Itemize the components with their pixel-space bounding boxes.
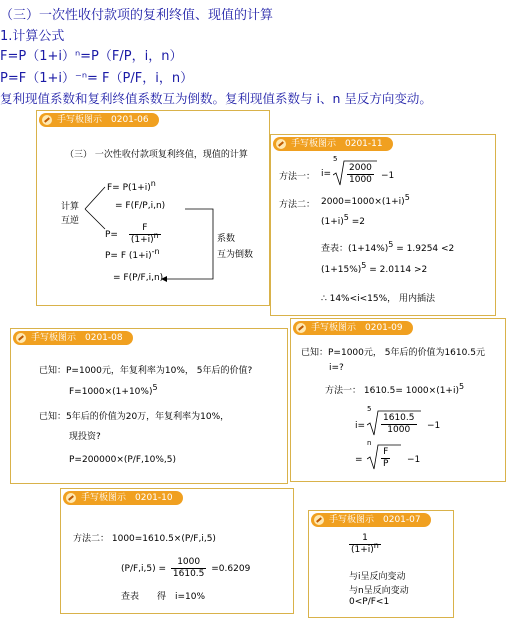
method1-tail: −1 [381, 171, 395, 181]
reciprocal-note: 复利现值系数和复利终值系数互为倒数。复利现值系数与 i、n 呈反方向变动。 [0, 91, 432, 106]
lookup-result: 查表 得 i=10% [121, 592, 206, 602]
pen-icon [296, 323, 306, 333]
card-tab: 手写板图示 0201-09 [293, 321, 413, 335]
card-tab: 手写板图示 0201-08 [13, 331, 133, 345]
method1: 方法一： 1610.5= 1000×(1+i)5 [325, 382, 465, 396]
card-0201-07 [308, 510, 454, 618]
pen-icon [276, 139, 286, 149]
method1-label: 方法一： [279, 172, 316, 182]
question-i: i=? [329, 363, 344, 373]
line-i: 与i呈反向变动 [349, 572, 406, 582]
method2-label: 方法二： [279, 200, 316, 210]
question2: 已知：5年后的价值为20万，年复利率为10%， [39, 412, 230, 422]
line-range: 0<P/F<1 [349, 597, 390, 607]
card-0201-06 [36, 110, 270, 306]
tail-2: −1 [407, 455, 421, 465]
method1-i: i= [321, 169, 332, 179]
section-title: （三）一次性收付款项的复利终值、现值的计算 [0, 8, 274, 23]
equation: (P/F,i,5) = $\frac{1000}{1610.5}$ =0.6209 [121, 557, 251, 579]
subsection-title: 1.计算公式 [0, 29, 65, 44]
formula-p3: = F(P/F,i,n) [113, 273, 164, 283]
fraction: $\frac{1}{(1+i)n}$ [351, 533, 379, 555]
conclusion: ∴ 14%<i<15%， 用内插法 [321, 294, 436, 304]
method2-eq: 2000=1000×(1+i)5 [321, 193, 410, 207]
answer1: F=1000×(1+10%)5 [69, 383, 158, 397]
root-index: 5 [333, 155, 338, 163]
formula-f1: F= P(1+i)n [107, 179, 156, 193]
method2: 方法二： 1000=1610.5×(P/F,i,5) [73, 534, 216, 544]
formula-present-value: P=F（1+i）⁻ⁿ= F（P/F，i，n） [0, 71, 194, 86]
formula-p2: P= F (1+i)-n [105, 247, 160, 261]
formula-f2: = F(F/P,i,n) [115, 201, 166, 211]
question1: 已知：P=1000元，年复利率为10%， 5年后的价值? [39, 366, 253, 376]
pen-icon [314, 515, 324, 525]
card-title: （三） 一次性收付款项复利终值，现值的计算 [65, 150, 248, 160]
card-tab: 手写板图示 0201-11 [273, 137, 393, 151]
card-0201-11 [270, 134, 496, 316]
card-tab: 手写板图示 0201-10 [63, 491, 183, 505]
label-calc: 计算 [61, 202, 80, 212]
root2-index: n [367, 439, 372, 447]
question2-cont: 现投资? [69, 432, 101, 442]
card-tab: 手写板图示 0201-07 [311, 513, 431, 527]
card-0201-08 [10, 328, 288, 484]
question: 已知：P=1000元， 5年后的价值为1610.5元 [301, 348, 485, 358]
tail: −1 [427, 421, 441, 431]
eq2: = [355, 455, 363, 465]
label-reciprocal: 互为倒数 [217, 250, 254, 260]
label-inverse: 互逆 [61, 216, 80, 226]
pen-icon [16, 333, 26, 343]
i-eq: i= [355, 421, 366, 431]
answer2: P=200000×(P/F,10%,5) [69, 455, 176, 465]
fraction: $\frac{1610.5}{1000}$ [383, 413, 415, 435]
formula-p1: P= $\frac{F}{(1+i)n}$ [105, 223, 159, 245]
card-tab: 手写板图示 0201-06 [39, 113, 159, 127]
fraction-2: $\frac{F}{P}$ [383, 447, 389, 469]
pen-icon [66, 493, 76, 503]
formula-compound-value: F=P（1+i）ⁿ=P（F/P，i，n） [0, 49, 183, 64]
card-0201-10 [60, 488, 294, 614]
method1-fraction: $\frac{2000}{1000}$ [349, 163, 372, 185]
line-n: 与n呈反向变动 [349, 586, 409, 596]
method2-eq2: (1+i)5 =2 [321, 213, 366, 227]
lookup-15: (1+15%)5 = 2.0114 >2 [321, 261, 428, 275]
lookup-14: 查表：(1+14%)5 = 1.9254 <2 [321, 240, 455, 254]
label-coefficient: 系数 [217, 234, 236, 244]
root-index: 5 [367, 405, 372, 413]
card-0201-09 [290, 318, 506, 482]
